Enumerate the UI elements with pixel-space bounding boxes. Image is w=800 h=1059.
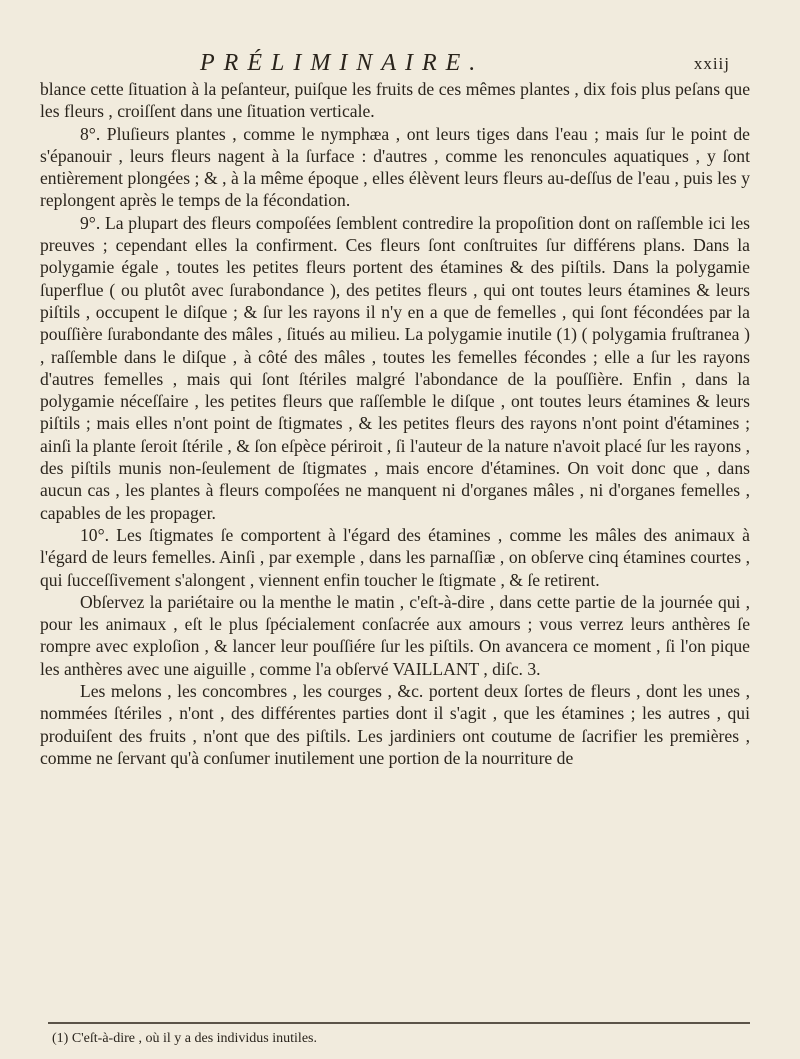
page-header [200, 50, 730, 80]
paragraph-melons: Les melons , les concombres , les courges , &c. portent deux ſortes de fleurs , dont les unes , nommées ſtériles , n'ont , des différentes parties dont il s'agit , que les étamines ; les autres , qui produiſent des fruits , n'ont que des piſtils. Les jardiniers ont coutume de ſacrifier les premières , comme ne ſervant qu'à conſumer inutilement une portion de la nourriture de [40, 681, 750, 768]
footnote-rule [48, 1022, 750, 1024]
running-title: PRÉLIMINAIRE. [200, 50, 485, 76]
paragraph-observation: Obſervez la pariétaire ou la menthe le matin , c'eſt-à-dire , dans cette partie de la journée qui , pour les animaux , eſt le plus ſpécialement conſacrée aux amours ; vous verrez leurs anthères ſe rompre avec exploſion , & lancer leur pouſſiére ſur les piſtils. On avancera ce moment , ſi l'on pique les anthères avec une aiguille , comme l'a obſervé VAILLANT , diſc. 3. [40, 591, 750, 679]
page-number: xxiij [693, 54, 730, 73]
paragraph-8: 8°. Pluſieurs plantes , comme le nymphæa , ont leurs tiges dans l'eau ; mais ſur le point de s'épanouir , leurs fleurs nagent à la ſurface : d'autres , comme les renoncules aquatiques , y ſont entièrement plongées ; & , à la même époque , elles élèvent leurs fleurs au-deſſus de l'eau , puis les y replongent après le temps de la fécondation. [40, 123, 750, 211]
footnote: (1) C'eſt-à-dire , où il y a des individus inutiles. [52, 1031, 317, 1046]
page-body [40, 78, 750, 769]
paragraph-continuation: blance cette ſituation à la peſanteur, puiſque les fruits de ces mêmes plantes , dix fois plus peſans que les fleurs , croiſſent dans une ſituation verticale. [40, 79, 750, 122]
paragraph-9: 9°. La plupart des fleurs compoſées ſemblent contredire la propoſition dont on raſſemble ici les preuves ; cependant elles la confirment. Ces fleurs ſont conſtruites ſur différens plans. Dans la polygamie égale , toutes les petites fleurs portent des étamines & des piſtils. Dans la polygamie ſuperflue ( ou plutôt avec ſurabondance ), des petites fleurs , qui ont toutes leurs étamines & leurs piſtils , occupent le diſque ; & ſur les rayons il n'y en a que de femelles , qui ſont fécondées par la pouſſière ſurabondante des mâles , ſitués au milieu. La polygamie inutile (1) ( polygamia fruſtranea ) , raſſemble dans le diſque , à côté des mâles , toutes les femelles fécondes ; elle a ſur les rayons d'autres femelles , mais qui ſont ſtériles malgré l'abondance de la pouſſière. Enfin , dans la polygamie néceſſaire , les petites fleurs que raſſemble le diſque , ont toutes leurs étamines & leurs piſtils ; mais elles n'ont point de ſtigmates , & les petites fleurs des rayons n'ont point d'étamines ; ainſi la plante ſeroit ſtérile , & ſon eſpèce périroit , ſi l'auteur de la nature n'avoit placé ſur les rayons , des piſtils munis non-ſeulement de ſtigmates , mais encore d'étamines. On voit donc que , dans aucun cas , les plantes à fleurs compoſées ne manquent ni d'organes mâles , ni d'organes femelles , capables de les propager. [40, 212, 750, 523]
paragraph-10: 10°. Les ſtigmates ſe comportent à l'égard des étamines , comme les mâles des animaux à l'égard de leurs femelles. Ainſi , par exemple , dans les parnaſſiæ , on obſerve cinq étamines courtes , qui ſucceſſivement s'alongent , viennent enfin toucher le ſtigmate , & ſe retirent. [40, 524, 750, 590]
